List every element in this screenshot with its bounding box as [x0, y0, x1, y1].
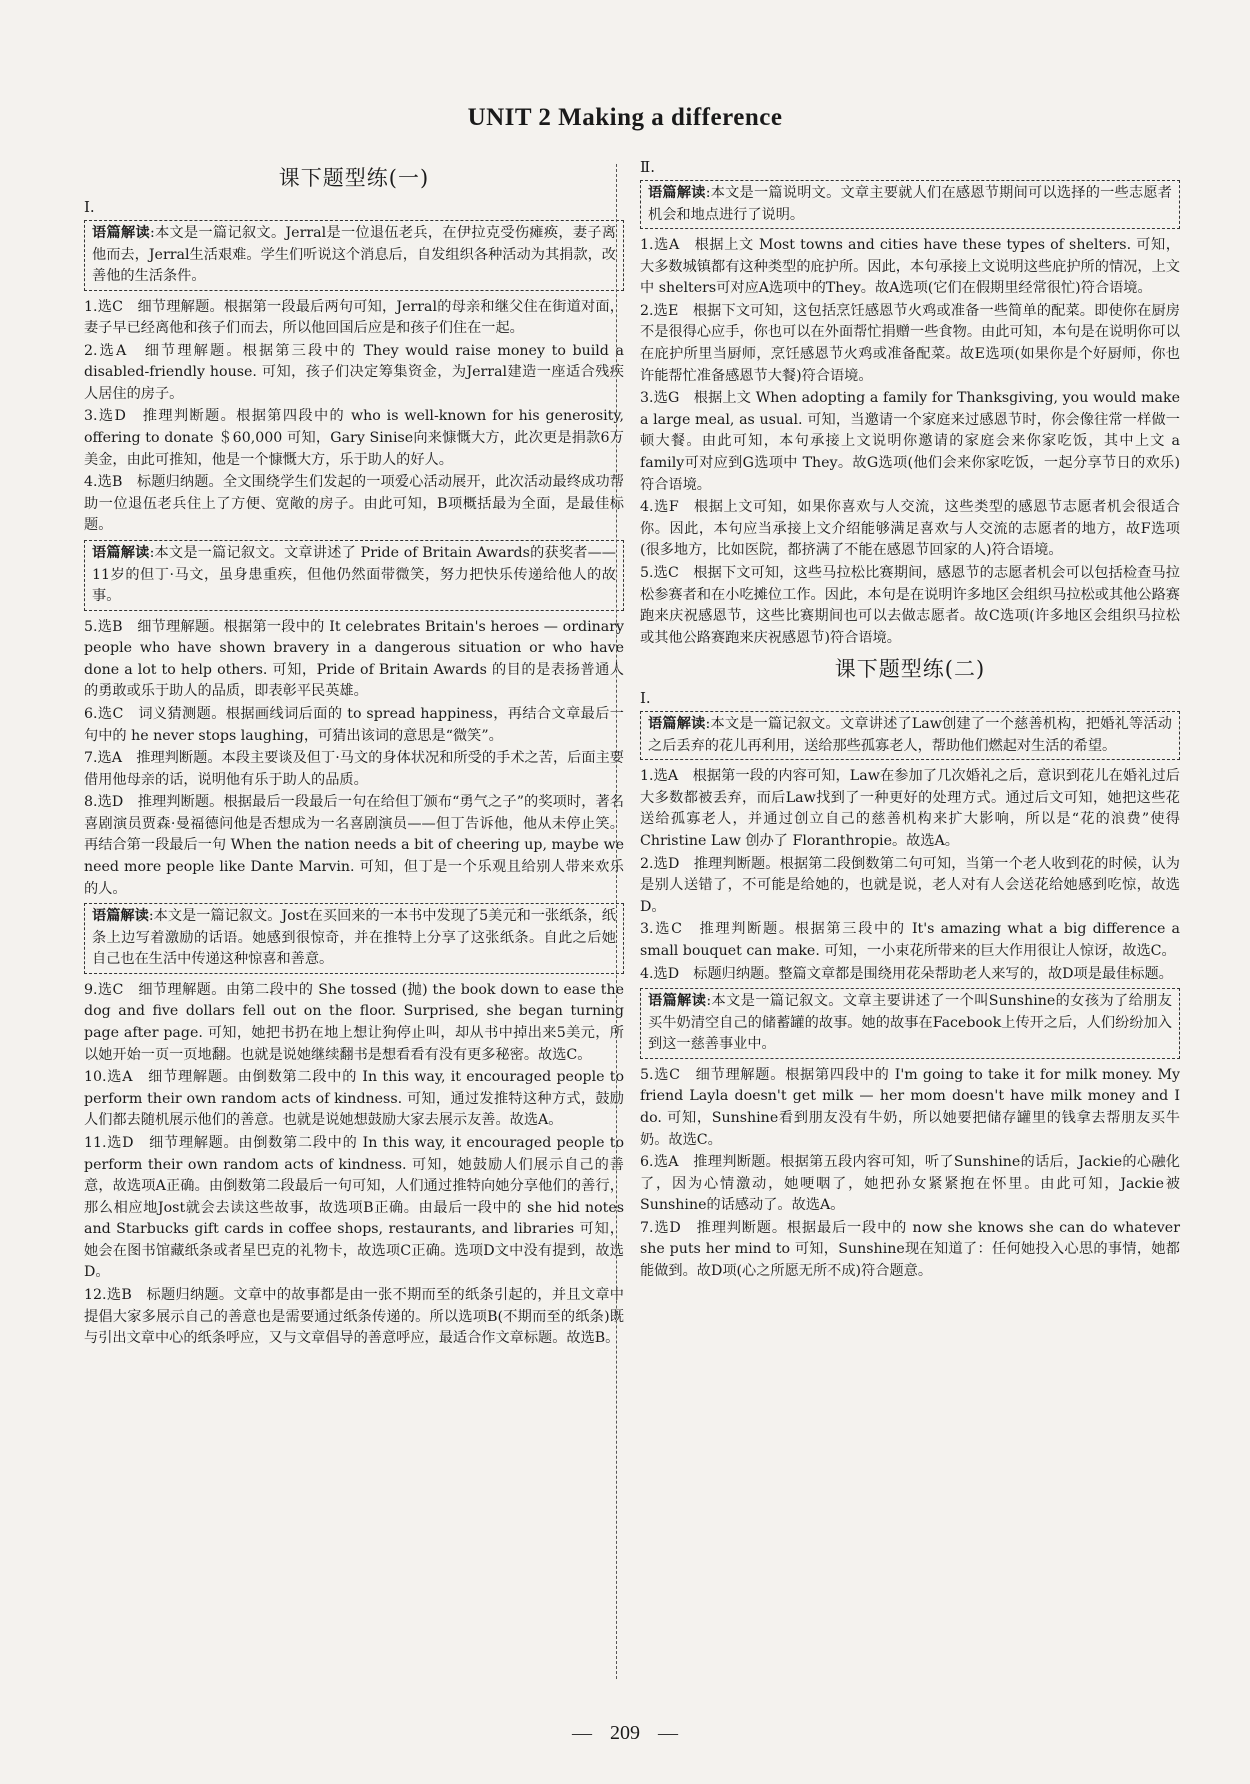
right-column — [640, 158, 1180, 1284]
passage-analysis-box — [640, 180, 1180, 229]
answer-item: 3.选G 根据上文 When adopting a family for Thanksgiving, you would make a large meal, as usual. 可知，当邀请一个家庭来过感恩节时，你会像往常一样做一顿大餐。由此可知，本句承接上文说明你邀请的家庭会来你家吃饭，其中上文 a family可对应到G选项中 They。故G选项(他们会来你家吃饭，一起分享节日的欢乐)符合语境。 — [640, 390, 1180, 493]
answer-item: 3.选C 推理判断题。根据第三段中的 It's amazing what a big difference a small bouquet can make. 可知，一小束花所带来的巨大作用很让人惊讶，故选C。 — [640, 921, 1180, 960]
passage-analysis-text: :本文是一篇记叙文。文章主要讲述了一个叫Sunshine的女孩为了给朋友买牛奶清空自己的储蓄罐的故事。她的故事在Facebook上传开之后，人们纷纷加入到这一慈善事业中。 — [648, 993, 1172, 1053]
answer-item: 12.选B 标题归纳题。文章中的故事都是由一张不期而至的纸条引起的，并且文章中提倡大家多展示自己的善意也是需要通过纸条传递的。所以选项B(不期而至的纸条)既与引出文章中心的纸条呼应，又与文章倡导的善意呼应，最适合作文章标题。故选B。 — [84, 1287, 624, 1347]
answer-item: 5.选B 细节理解题。根据第一段中的 It celebrates Britain's heroes — ordinary people who have shown bravery in a dangerous situation or who have done a lot to help others. 可知，Pride of Britain Awards 的目的是表扬普通人的勇敢或乐于助人的品质，即表彰平民英雄。 — [84, 618, 624, 700]
answer-item: 8.选D 推理判断题。根据最后一段最后一句在给但丁颁布“勇气之子”的奖项时，著名喜剧演员贾森·曼福德问他是否想成为一名喜剧演员——但丁告诉他，他从未停止笑。再结合第一段最后一句 When the nation needs a bit of cheering up, maybe we need more people like Dante Marvin. 可知，但丁是一个乐观且给别人带来欢乐的人。 — [84, 794, 624, 897]
passage-analysis-text: :本文是一篇记叙文。Jost在买回来的一本书中发现了5美元和一张纸条，纸条上边写着激励的话语。她感到很惊奇，并在推特上分享了这张纸条。自此之后她自己也在生活中传递这种惊喜和善意。 — [92, 908, 616, 968]
answer-item: 1.选C 细节理解题。根据第一段最后两句可知，Jerral的母亲和继父住在街道对面，妻子早已经离他和孩子们而去，所以他回国后应是和孩子们住在一起。 — [84, 298, 624, 337]
part-label: Ⅰ. — [640, 689, 651, 708]
answer-item: 1.选A 根据第一段的内容可知，Law在参加了几次婚礼之后，意识到花儿在婚礼过后大多数都被丢弃，而后Law找到了一种更好的处理方式。通过后文可知，她把这些花送给孤寡老人，并通过创立自己的慈善机构来扩大影响，所以是“花的浪费”使得 Christine Law 创办了 Floranthropie。故选A。 — [640, 768, 1180, 850]
section-title-1: 课下题型练(一) — [278, 166, 430, 190]
passage-analysis-box — [84, 903, 624, 974]
answer-item: 5.选C 根据下文可知，这些马拉松比赛期间，感恩节的志愿者机会可以包括检查马拉松参赛者和在小吃摊位工作。因此，本句是在说明许多地区会组织马拉松或其他公路赛跑来庆祝感恩节，这些比赛期间也可以去做志愿者。故C选项(许多地区会组织马拉松或其他公路赛跑来庆祝感恩节)符合语境。 — [640, 564, 1180, 646]
passage-analysis-label: 语篇解读 — [92, 545, 150, 562]
section-title-2: 课下题型练(二) — [834, 657, 986, 682]
left-column — [84, 158, 624, 1351]
answer-item: 3.选D 推理判断题。根据第四段中的 who is well-known for his generosity, offering to donate ＄60,000 可知，Gary Sinise向来慷慨大方，此次更是捐款6万美金，由此可推知，他是一个慷慨大方，乐于助人的好人。 — [84, 408, 624, 468]
passage-analysis-text: :本文是一篇记叙文。文章讲述了Law创建了一个慈善机构，把婚礼等活动之后丢弃的花儿再利用，送给那些孤寡老人，帮助他们燃起对生活的希望。 — [648, 716, 1172, 754]
passage-analysis-label: 语篇解读 — [648, 993, 707, 1010]
page-number: — 209 — — [0, 1722, 1250, 1745]
answer-item: 10.选A 细节理解题。由倒数第二段中的 In this way, it encouraged people to perform their own random acts of kindness. 可知，通过发推特这种方式，鼓励人们都去随机展示他们的善意。也就是说她想鼓励大家去展示友善。故选A。 — [84, 1069, 624, 1129]
part-label: Ⅰ. — [84, 198, 95, 216]
passage-analysis-box — [640, 711, 1180, 760]
passage-analysis-label: 语篇解读 — [648, 185, 706, 201]
answer-item: 5.选C 细节理解题。根据第四段中的 I'm going to take it for milk money. My friend Layla doesn't get milk — her mom doesn't have milk money and I do. 可知，Sunshine看到朋友没有牛奶，所以她要把储存罐里的钱拿去帮朋友买牛奶。故选C。 — [640, 1066, 1180, 1148]
passage-analysis-label: 语篇解读 — [648, 716, 706, 733]
column-divider — [616, 164, 617, 1679]
answer-item: 4.选D 标题归纳题。整篇文章都是围绕用花朵帮助老人来写的，故D项是最佳标题。 — [640, 965, 1173, 982]
passage-analysis-box — [84, 540, 624, 611]
answer-item: 7.选D 推理判断题。根据最后一段中的 now she knows she can do whatever she puts her mind to 可知，Sunshine现在知道了：任何她投入心思的事情，她都能做到。故D项(心之所愿无所不成)符合题意。 — [640, 1219, 1180, 1280]
page-title: UNIT 2 Making a difference — [467, 104, 783, 131]
answer-item: 6.选A 推理判断题。根据第五段内容可知，听了Sunshine的话后，Jackie的心融化了，因为心情激动，她哽咽了，她把孙女紧紧抱在怀里。由此可知，Jackie被Sunshine的话感动了。故选A。 — [640, 1154, 1180, 1214]
passage-analysis-text: :本文是一篇记叙文。Jerral是一位退伍老兵，在伊拉克受伤瘫痪，妻子离他而去，Jerral生活艰难。学生们听说这个消息后，自发组织各种活动为其捐款，改善他的生活条件。 — [92, 225, 616, 284]
answer-item: 9.选C 细节理解题。由第二段中的 She tossed (抛) the book down to ease the dog and five dollars fell out on the floor. Surprised, she began turning page after page. 可知，她把书扔在地上想让狗停止叫，却从书中掉出来5美元，所以她开始一页一页地翻。也就是说她继续翻书是想看看有没有更多秘密。故选C。 — [84, 981, 624, 1063]
right-top-blocks — [640, 180, 1180, 649]
answer-item: 2.选E 根据下文可知，这包括烹饪感恩节火鸡或准备一些简单的配菜。即使你在厨房不是很得心应手，你也可以在外面帮忙捐赠一些食物。由此可知，本句是在说明你可以在庇护所里当厨师，烹饪感恩节火鸡或准备配菜。故E选项(如果你是个好厨师，你也许能帮忙准备感恩节大餐)符合语境。 — [640, 302, 1180, 384]
passage-analysis-label: 语篇解读 — [92, 225, 150, 241]
answer-item: 2.选D 推理判断题。根据第二段倒数第二句可知，当第一个老人收到花的时候，认为是别人送错了，不可能是给她的，也就是说，老人对有人会送花给她感到吃惊，故选D。 — [640, 855, 1180, 915]
answer-item: 1.选A 根据上文 Most towns and cities have these types of shelters. 可知，大多数城镇都有这种类型的庇护所。因此，本句承接上文说明这些庇护所的情况，上文中 shelters可对应A选项中的They。故A选项(它们在假期里经常很忙)符合语境。 — [640, 237, 1180, 297]
answer-item: 11.选D 细节理解题。由倒数第二段中的 In this way, it encouraged people to perform their own random acts of kindness. 可知，她鼓励人们展示自己的善意，故选项A正确。由倒数第二段最后一句可知，人们通过推特向她分享他们的善行，那么相应地Jost就会去读这些故事，故选项B正确。由最后一段中的 she hid notes and Starbucks gift cards in coffee shops, restaurants, and libraries 可知，她会在图书馆藏纸条或者星巴克的礼物卡，故选项C正确。选项D文中没有提到，故选D。 — [84, 1134, 624, 1281]
passage-analysis-box — [640, 988, 1180, 1059]
passage-analysis-text: :本文是一篇说明文。文章主要就人们在感恩节期间可以选择的一些志愿者机会和地点进行了说明。 — [648, 185, 1172, 223]
answer-item: 4.选B 标题归纳题。全文围绕学生们发起的一项爱心活动展开，此次活动最终成功帮助一位退伍老兵住上了方便、宽敞的房子。由此可知，B项概括最为全面，是最佳标题。 — [84, 474, 624, 534]
answer-item: 6.选C 词义猜测题。根据画线词后面的 to spread happiness，再结合文章最后一句中的 he never stops laughing，可猜出该词的意思是“微笑”。 — [84, 705, 624, 744]
answer-item: 7.选A 推理判断题。本段主要谈及但丁·马文的身体状况和所受的手术之苦，后面主要借用他母亲的话，说明他有乐于助人的品质。 — [84, 750, 624, 788]
answer-item: 2.选A 细节理解题。根据第三段中的 They would raise money to build a disabled-friendly house. 可知，孩子们决定筹集资金，为Jerral建造一座适合残疾人居住的房子。 — [84, 342, 624, 402]
part-label: Ⅱ. — [640, 158, 655, 176]
left-blocks — [84, 220, 624, 1350]
answer-item: 4.选F 根据上文可知，如果你喜欢与人交流，这些类型的感恩节志愿者机会很适合你。因此，本句应当承接上文介绍能够满足喜欢与人交流的志愿者的地方，故F选项(很多地方，比如医院，都挤满了不能在感恩节回家的人)符合语境。 — [640, 499, 1180, 559]
right-bottom-blocks — [640, 711, 1180, 1282]
passage-analysis-label: 语篇解读 — [92, 908, 149, 925]
passage-analysis-box — [84, 220, 624, 291]
passage-analysis-text: :本文是一篇记叙文。文章讲述了 Pride of Britain Awards的获奖者——11岁的但丁·马文，虽身患重疾，但他仍然面带微笑，努力把快乐传递给他人的故事。 — [92, 545, 616, 605]
